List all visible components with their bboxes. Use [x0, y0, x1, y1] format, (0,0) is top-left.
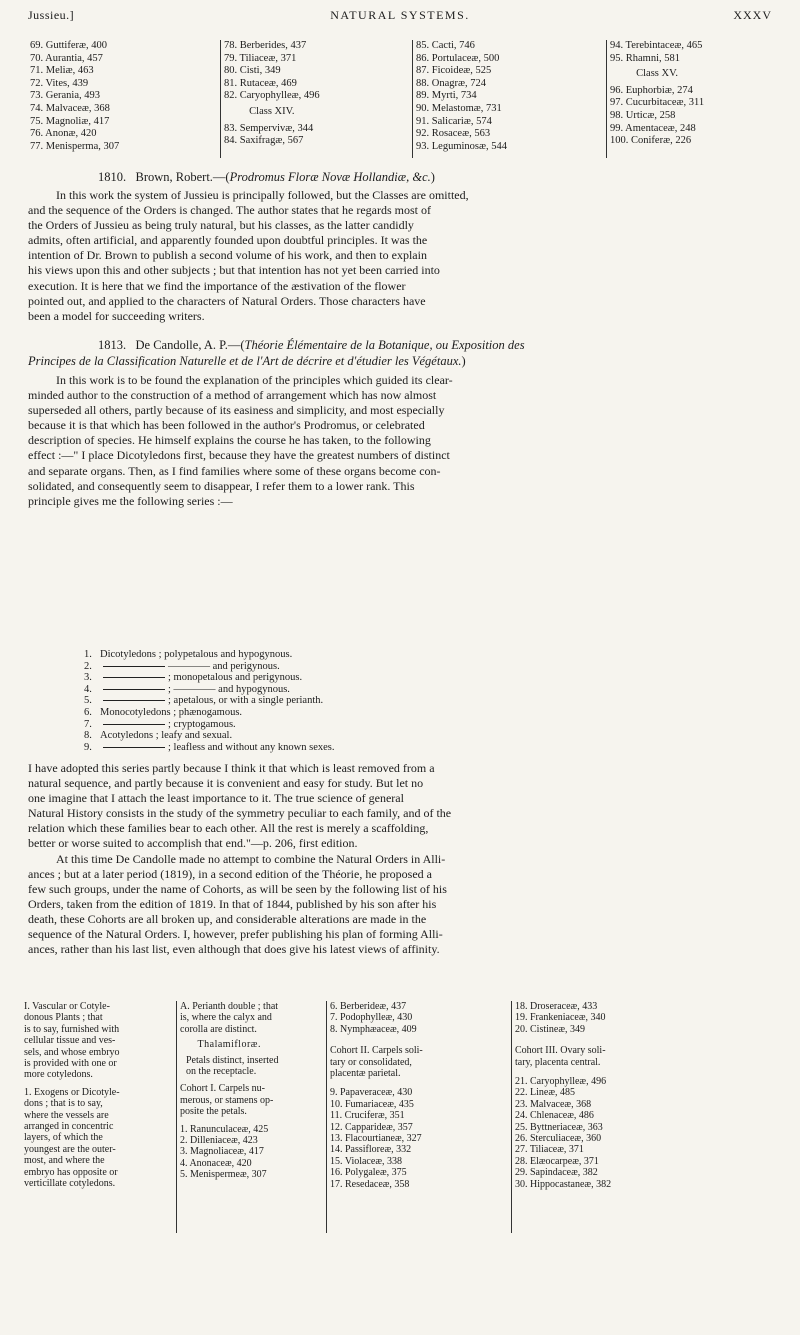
order-entry: 85. Cacti, 746: [416, 40, 475, 51]
order-entry: 99. Amentaceæ, 248: [610, 122, 696, 134]
order-entry: 95. Rhamni, 581: [610, 52, 680, 64]
text-line: intention of Dr. Brown to publish a second volume of his work, and then to explain: [28, 248, 427, 263]
order-entry: 78. Berberides, 437: [224, 40, 307, 51]
text-line: because it is that which has been followed in the author's Prodromus, or celebrated: [28, 418, 425, 433]
text-line: better or worse suited to accomplish that end."—p. 206, first edition.: [28, 836, 358, 851]
order-entry: 75. Magnoliæ, 417: [30, 115, 110, 127]
order-entry: 86. Portulaceæ, 500: [416, 52, 500, 64]
text-line: one imagine that I attach the least importance to it. The true science of general: [28, 791, 404, 806]
series-head: Acotyledons ;: [100, 730, 159, 742]
list-line: tary, placenta central.: [515, 1056, 601, 1068]
order-entry: 100. Coniferæ, 226: [610, 135, 692, 147]
order-entry: 71. Meliæ, 463: [30, 65, 94, 77]
header-title: NATURAL SYSTEMS.: [330, 8, 470, 22]
order-entry: 83. Sempervivæ, 344: [224, 122, 314, 134]
order-entry: 28. Elæocarpeæ, 371: [515, 1155, 599, 1167]
series-number: 8.: [84, 730, 92, 742]
order-entry: 7. Podophylleæ, 430: [330, 1012, 413, 1024]
series-item: [84, 695, 335, 707]
order-entry: 15. Violaceæ, 338: [330, 1155, 402, 1167]
series-text: ; leafless and without any known sexes.: [168, 741, 335, 753]
order-entry: 26. Sterculiaceæ, 360: [515, 1133, 602, 1145]
order-entry: 9. Papaveraceæ, 430: [330, 1087, 413, 1099]
ditto-dash: [103, 677, 165, 678]
list-line: Cohort I. Carpels nu-: [180, 1083, 265, 1095]
order-entry: 27. Tiliaceæ, 371: [515, 1144, 584, 1156]
series-text: ; monopetalous and perigynous.: [168, 672, 303, 684]
list-line: more cotyledons.: [24, 1069, 93, 1081]
de-candolle-order-list: [24, 1001, 776, 1241]
order-entry: 16. Polygaleæ, 375: [330, 1167, 407, 1179]
text-line: sequence of the Natural Orders. I, however, prefer publishing his plan of forming Alli-: [28, 927, 443, 942]
text-line: and separate organs. Then, as I find families where some of these organs become con-: [28, 463, 441, 478]
order-entry: 10. Fumariaceæ, 435: [330, 1098, 414, 1110]
text-line: the Orders of Jussieu as being truly natural, but his classes, as the latter candidly: [28, 218, 414, 233]
list-column-2: [176, 1001, 279, 1233]
text-line: death, these Cohorts are all broken up, and considerable alterations are made in the: [28, 911, 427, 926]
list-line: merous, or stamens op-: [180, 1094, 274, 1106]
header-left: Jussieu.]: [28, 8, 75, 22]
series-number: 3.: [84, 672, 92, 684]
list-column-1: [24, 1001, 172, 1190]
series-item: [84, 649, 335, 661]
order-entry: 19. Frankeniaceæ, 340: [515, 1012, 606, 1024]
order-entry: 20. Cistineæ, 349: [515, 1023, 586, 1035]
order-entry: 98. Urticæ, 258: [610, 109, 676, 121]
list-line: dons ; that is to say,: [24, 1098, 103, 1110]
list-line: Petals distinct, inserted: [186, 1054, 279, 1066]
order-entry: 69. Guttiferæ, 400: [30, 40, 107, 51]
order-column-2: [220, 40, 320, 158]
text-line: I have adopted this series partly because I think it that which is least removed from a: [28, 761, 435, 775]
order-entry: 81. Rutaceæ, 469: [224, 77, 297, 89]
series-number: 9.: [84, 741, 92, 753]
order-entry: 88. Onagræ, 724: [416, 77, 486, 89]
series-item: [84, 707, 335, 719]
series-head: Monocotyledons ;: [100, 706, 177, 718]
series-text: ———— and perigynous.: [168, 660, 280, 672]
list-line: A. Perianth double ; that: [180, 1001, 279, 1012]
ditto-dash: [103, 724, 165, 725]
order-entry: 3. Magnoliaceæ, 417: [180, 1146, 264, 1158]
series-number: 7.: [84, 718, 92, 730]
series-number: 5.: [84, 695, 92, 707]
order-column-4: [606, 40, 704, 158]
order-entry: 24. Chlenaceæ, 486: [515, 1110, 594, 1122]
order-entry: 93. Leguminosæ, 544: [416, 140, 507, 152]
series-text: leafy and sexual.: [161, 730, 233, 742]
list-line: placentæ parietal.: [330, 1068, 401, 1080]
order-entry: 73. Gerania, 493: [30, 90, 100, 102]
series-text: ; apetalous, or with a single perianth.: [168, 695, 324, 707]
jussieu-order-list: [30, 40, 770, 158]
order-entry: 8. Nymphæaceæ, 409: [330, 1023, 417, 1035]
order-entry: 4. Anonaceæ, 420: [180, 1157, 252, 1169]
section-1810-body: [28, 188, 772, 324]
list-line: is to say, furnished with: [24, 1023, 120, 1035]
order-entry: 92. Rosaceæ, 563: [416, 128, 491, 140]
order-entry: 76. Anonæ, 420: [30, 128, 97, 140]
list-line: layers, of which the: [24, 1132, 103, 1144]
ditto-dash: [103, 666, 165, 667]
order-entry: 13. Flacourtianeæ, 327: [330, 1133, 422, 1145]
order-entry: 96. Euphorbiæ, 274: [610, 84, 693, 96]
order-entry: 70. Aurantia, 457: [30, 52, 103, 64]
text-line: description of species. He himself explains the course he has taken, to the following: [28, 433, 431, 448]
order-entry: 94. Terebintaceæ, 465: [610, 40, 703, 51]
list-line: is, where the calyx and: [180, 1012, 272, 1024]
text-line: execution. It is here that we find the importance of the æstivation of the flower: [28, 278, 406, 293]
subheading: Thalamifloræ.: [197, 1039, 261, 1051]
order-entry: 87. Ficoideæ, 525: [416, 65, 492, 77]
series-item: [84, 684, 335, 696]
text-line: few such groups, under the name of Cohorts, as will be seen by the following list of his: [28, 881, 447, 896]
list-line: corolla are distinct.: [180, 1023, 257, 1035]
series-item: [84, 742, 335, 754]
order-entry: 23. Malvaceæ, 368: [515, 1098, 592, 1110]
text-line: In this work the system of Jussieu is principally followed, but the Classes are omitted,: [56, 188, 469, 202]
list-line: is provided with one or: [24, 1058, 117, 1070]
series-head: Dicotyledons ;: [100, 649, 162, 660]
text-line: In this work is to be found the explanation of the principles which guided its clear-: [56, 373, 453, 387]
order-entry: 77. Menisperma, 307: [30, 140, 120, 152]
order-entry: 91. Salicariæ, 574: [416, 115, 492, 127]
text-line: ances ; but at a later period (1819), in a second edition of the Théorie, he proposed a: [28, 866, 432, 881]
text-line: and the sequence of the Orders is changed. The author states that he regards most of: [28, 203, 431, 218]
text-line: Natural History consists in the study of the symmetry peculiar to each family, and of the: [28, 806, 452, 821]
order-entry: 5. Menispermeæ, 307: [180, 1169, 267, 1181]
section-1813-title: 1813. De Candolle, A. P.—(Théorie Élémentaire de la Botanique, ou Exposition des: [98, 338, 525, 352]
order-entry: 6. Berberideæ, 437: [330, 1001, 407, 1012]
text-line: natural sequence, and partly because it is convenient and easy for study. But let no: [28, 776, 424, 791]
class-heading: Class XV.: [636, 68, 678, 80]
list-line: where the vessels are: [24, 1109, 109, 1121]
order-entry: 14. Passifloreæ, 332: [330, 1144, 412, 1156]
section-1813-title-cont: Principes de la Classification Naturelle et de l'Art de décrire et d'étudier les Végétaux.): [28, 354, 466, 368]
order-entry: 80. Cisti, 349: [224, 65, 281, 77]
ditto-dash: [103, 689, 165, 690]
series-text: ; cryptogamous.: [168, 718, 236, 730]
order-entry: 79. Tiliaceæ, 371: [224, 52, 297, 64]
series-item: [84, 730, 335, 742]
series-text: ; ———— and hypogynous.: [168, 683, 290, 695]
series-item: [84, 661, 335, 673]
section-1810-title: 1810. Brown, Robert.—(Prodromus Floræ Novæ Hollandiæ, &c.): [98, 170, 435, 184]
series-item: [84, 719, 335, 731]
section-1813-body: [28, 373, 772, 509]
series-number: 1.: [84, 649, 92, 660]
order-entry: 97. Cucurbitaceæ, 311: [610, 97, 705, 109]
list-line: Cohort III. Ovary soli-: [515, 1045, 606, 1057]
ditto-dash: [103, 700, 165, 701]
order-entry: 90. Melastomæ, 731: [416, 102, 502, 114]
class-heading: Class XIV.: [249, 105, 295, 117]
series-text: phænogamous.: [178, 706, 243, 718]
series-item: [84, 672, 335, 684]
text-line: solidated, and consequently seem to disappear, I refer them to a lower rank. This: [28, 478, 415, 493]
list-line: donous Plants ; that: [24, 1012, 103, 1024]
text-line: superseded all others, partly because of its easiness and simplicity, and most especially: [28, 403, 445, 418]
list-line: Cohort II. Carpels soli-: [330, 1045, 423, 1057]
list-line: verticillate cotyledons.: [24, 1178, 116, 1190]
series-number: 4.: [84, 683, 92, 695]
order-entry: 2. Dilleniaceæ, 423: [180, 1135, 258, 1147]
running-header: [28, 8, 772, 30]
list-column-3: [326, 1001, 423, 1233]
text-line: his views upon this and other subjects ; but that intention has not yet been carried into: [28, 263, 440, 278]
list-line: cellular tissue and ves-: [24, 1035, 116, 1047]
order-entry: 1. Ranunculaceæ, 425: [180, 1123, 269, 1135]
ditto-dash: [103, 747, 165, 748]
series-number: 6.: [84, 706, 92, 718]
order-entry: 74. Malvaceæ, 368: [30, 102, 110, 114]
order-entry: 82. Caryophylleæ, 496: [224, 90, 320, 102]
list-line: on the receptacle.: [186, 1066, 257, 1078]
order-column-1: [30, 40, 119, 153]
text-line: Orders, taken from the edition of 1819. In that of 1844, published by his son after his: [28, 896, 437, 911]
series-number: 2.: [84, 660, 92, 672]
list-line: tary or consolidated,: [330, 1056, 412, 1068]
text-line: relation which these families bear to each other. All the rest is merely a scaffolding,: [28, 821, 429, 836]
list-line: embryo has opposite or: [24, 1166, 118, 1178]
text-line: principle gives me the following series :—: [28, 493, 233, 508]
text-line: minded author to the construction of a method of arrangement which has now almost: [28, 388, 437, 403]
order-entry: 72. Vites, 439: [30, 77, 89, 89]
list-line: posite the petals.: [180, 1106, 247, 1118]
list-line: 1. Exogens or Dicotyle-: [24, 1086, 120, 1098]
order-entry: 30. Hippocastaneæ, 382: [515, 1178, 612, 1190]
order-entry: 84. Saxifragæ, 567: [224, 135, 304, 147]
list-line: youngest are the outer-: [24, 1143, 116, 1155]
series-text: polypetalous and hypogynous.: [164, 649, 293, 660]
text-line: ances, rather than his last list, even although that does give his latest views of affinity.: [28, 942, 440, 957]
text-line: At this time De Candolle made no attempt to combine the Natural Orders in Alli-: [56, 851, 446, 866]
paragraph-2: [28, 761, 772, 957]
order-entry: 25. Byttneriaceæ, 363: [515, 1121, 603, 1133]
order-column-3: [412, 40, 507, 158]
list-line: I. Vascular or Cotyle-: [24, 1001, 110, 1012]
list-line: sels, and whose embryo: [24, 1046, 120, 1058]
order-entry: 17. Resedaceæ, 358: [330, 1178, 410, 1190]
order-entry: 29. Sapindaceæ, 382: [515, 1167, 598, 1179]
order-entry: 12. Capparideæ, 357: [330, 1121, 413, 1133]
text-line: been a model for succeeding writers.: [28, 308, 205, 323]
order-entry: 21. Caryophylleæ, 496: [515, 1076, 607, 1088]
page-number: XXXV: [733, 8, 772, 22]
list-line: arranged in concentric: [24, 1121, 114, 1133]
list-column-4: [511, 1001, 611, 1233]
order-entry: 18. Droseraceæ, 433: [515, 1001, 598, 1012]
order-entry: 11. Cruciferæ, 351: [330, 1110, 405, 1122]
text-line: admits, often artificial, and apparently founded upon doubtful principles. It was the: [28, 233, 428, 248]
text-line: pointed out, and applied to the characters of Natural Orders. Those characters have: [28, 293, 426, 308]
order-entry: 22. Lineæ, 485: [515, 1087, 575, 1099]
order-entry: 89. Myrti, 734: [416, 90, 477, 102]
list-line: most, and where the: [24, 1155, 105, 1167]
classification-series: [84, 649, 335, 753]
text-line: effect :—" I place Dicotyledons first, because they have the greatest numbers of distinct: [28, 448, 450, 463]
